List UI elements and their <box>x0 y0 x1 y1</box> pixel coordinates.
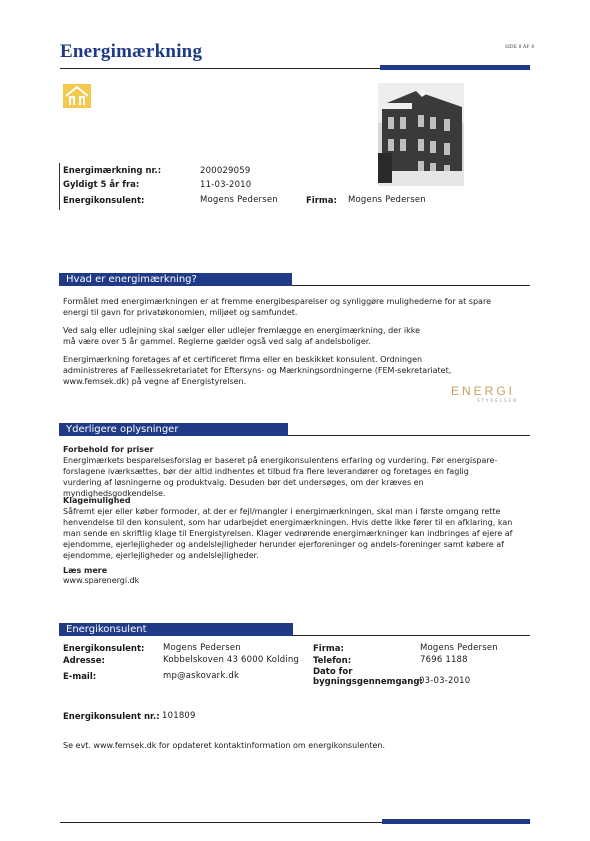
email-value[interactable]: mp@askovark.dk <box>163 671 240 681</box>
consultant-number-value: 101809 <box>162 711 196 721</box>
contact-note: Se evt. www.femsek.dk for opdateret kontaktinformation om energikonsulenten. <box>63 741 386 750</box>
page-title: Energimærkning <box>60 41 203 62</box>
page-number: SIDE 8 AF 8 <box>505 45 535 50</box>
address-value: Kobbelskoven 43 6000 Kolding <box>163 655 300 665</box>
footer-divider <box>60 822 382 823</box>
section-heading-what: Hvad er energimærkning? <box>59 273 292 286</box>
info-left-rule <box>59 163 60 210</box>
energistyrelsen-logo-text: ENERGI <box>451 384 516 398</box>
company-value: Mogens Pedersen <box>348 195 426 205</box>
read-more-heading: Læs mere <box>63 566 108 575</box>
section-divider <box>293 635 530 636</box>
section-heading-more: Yderligere oplysninger <box>59 423 288 436</box>
section-heading-consultant: Energikonsulent <box>59 623 293 636</box>
price-reservation-text: Energimærkets besparelsesforslag er baseret på energikonsulentens erfaring og vurdering. Før energispare-forslagene iværksættes, bør der altid indhentes et tilbud fra flere leverandører og foretages en faglig vurdering af løsningerne og produktvalg. Desuden bør det undersøges, om der kræves en myndighedsgodkendelse. <box>63 456 498 498</box>
phone-label: Telefon: <box>313 656 352 666</box>
read-more-link[interactable]: www.sparenergi.dk <box>63 576 140 585</box>
what-paragraph-1: Formålet med energimærkningen er at fremme energibesparelser og synliggøre mulighederne for at spare energi til gavn for privatøkonomien, miljøet og samfundet. <box>63 297 491 317</box>
valid-from-label: Gyldigt 5 år fra: <box>63 180 140 190</box>
footer-accent-bar <box>382 819 530 824</box>
inspection-date-label-1: Dato for <box>313 667 353 677</box>
consultant-company-label: Firma: <box>313 644 344 654</box>
inspection-date-value: 03-03-2010 <box>419 676 471 686</box>
consultant-name-value: Mogens Pedersen <box>163 643 241 653</box>
consultant-name-label: Energikonsulent: <box>63 644 145 654</box>
valid-from-value: 11-03-2010 <box>200 180 252 190</box>
consultant-label: Energikonsulent: <box>63 196 145 206</box>
section-divider <box>292 285 530 286</box>
consultant-value: Mogens Pedersen <box>200 195 278 205</box>
house-logo-icon <box>63 84 91 108</box>
what-paragraph-2: Ved salg eller udlejning skal sælger eller udlejer fremlægge en energimærkning, der ikke må være over 5 år gammel. Reglerne gælder også ved salg af andelsboliger. <box>63 326 421 346</box>
what-paragraph-3: Energimærkning foretages af et certificeret firma eller en beskikket konsulent. Ordningen administreres af Fællessekretariatet for Eftersyns- og Mærkningsordningerne (FEM-sekretariatet, www.femsek.dk) på vegne af Energistyrelsen. <box>63 355 452 386</box>
consultant-company-value: Mogens Pedersen <box>420 643 498 653</box>
section-divider <box>288 435 530 436</box>
address-label: Adresse: <box>63 656 105 666</box>
building-photo <box>378 83 464 186</box>
company-label: Firma: <box>306 196 337 206</box>
energy-label-number-value: 200029059 <box>200 166 251 176</box>
inspection-date-label-2: bygningsgennemgang: <box>313 677 423 687</box>
header-divider <box>60 68 380 69</box>
energistyrelsen-logo-sub: STYRELSEN <box>477 398 519 403</box>
complaint-text: Såfremt ejer eller køber formoder, at der er fejl/mangler i energimærkningen, skal man i første omgang rette henvendelse til den konsulent, som har udarbejdet energimærkningen. Hvis dette ikke fører til en afklaring, kan man sende en skriftlig klage til Energistyrelsen. Klager vedrørende energimærkninger kan indbringes af ejere af ejendomme, ejerlejligheder og andelslejligheder herunder ejerforeninger og andels-foreninger samt købere af ejendomme, ejerlejligheder og andelslejligheder. <box>63 507 513 560</box>
price-reservation-heading: Forbehold for priser <box>63 445 154 454</box>
email-label: E-mail: <box>63 672 97 682</box>
complaint-heading: Klagemulighed <box>63 496 131 505</box>
energistyrelsen-logo <box>451 384 541 406</box>
phone-value: 7696 1188 <box>420 655 468 665</box>
energy-label-number-label: Energimærkning nr.: <box>63 166 162 176</box>
consultant-number-label: Energikonsulent nr.: <box>63 712 160 722</box>
header-accent-bar <box>380 65 530 70</box>
